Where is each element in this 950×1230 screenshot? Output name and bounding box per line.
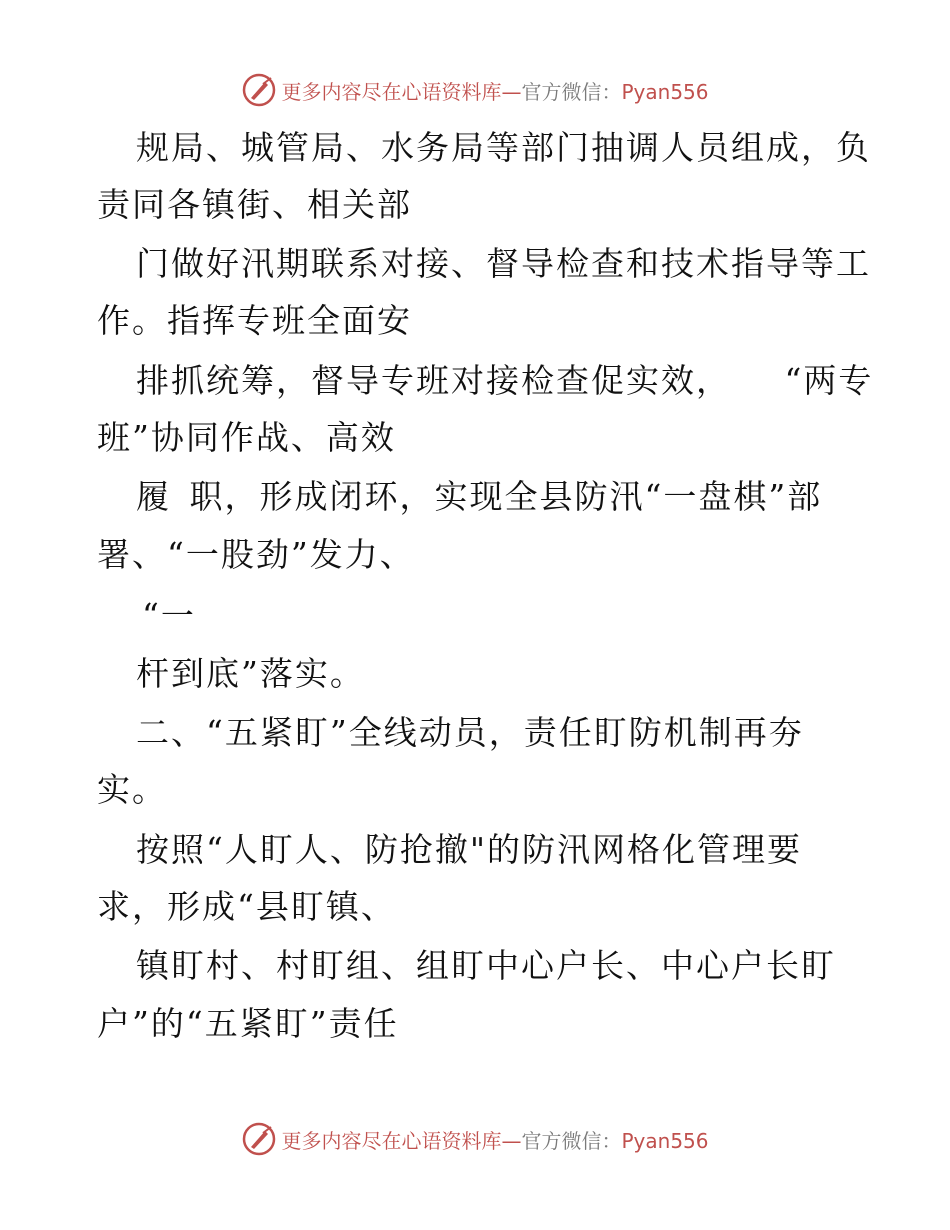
text-line-10: 杆到底”落实。 xyxy=(136,654,365,693)
text-line-4: 作。指挥专班全面安 xyxy=(97,301,412,340)
quill-pen-logo-icon xyxy=(241,72,277,108)
text-line-5: 排抓统筹，督导专班对接检查促实效， “两专 xyxy=(136,361,874,400)
footer-watermark xyxy=(0,1119,950,1159)
text-line-2: 责同各镇街、相关部 xyxy=(97,185,412,224)
watermark-text xyxy=(281,76,708,105)
watermark-account: Pyan556 xyxy=(621,79,709,104)
text-line-1: 规局、城管局、水务局等部门抽调人员组成，负 xyxy=(136,128,871,167)
text-line-14: 求，形成“县盯镇、 xyxy=(97,887,396,926)
quill-pen-logo-icon xyxy=(241,1121,277,1157)
text-line-13: 按照“人盯人、防抢撤"的防汛网格化管理要 xyxy=(136,830,803,869)
text-line-8: 署、“一股劲”发力、 xyxy=(97,535,415,574)
watermark-dash: — xyxy=(501,79,522,104)
text-line-3: 门做好汛期联系对接、督导检查和技术指导等工 xyxy=(136,244,871,283)
watermark-dash: — xyxy=(501,1128,522,1153)
watermark-official: 官方微信： xyxy=(521,79,622,104)
watermark-text xyxy=(281,1125,708,1154)
text-line-16: 户”的“五紧盯”责任 xyxy=(97,1004,399,1043)
text-line-6: 班”协同作战、高效 xyxy=(97,418,396,457)
text-line-7: 履 职，形成闭环，实现全县防汛“一盘棋”部 xyxy=(136,477,823,516)
text-line-12: 实。 xyxy=(97,770,167,809)
watermark-official: 官方微信： xyxy=(521,1128,622,1153)
watermark-brand: 更多内容尽在心语资料库 xyxy=(281,1128,502,1153)
watermark-brand: 更多内容尽在心语资料库 xyxy=(281,79,502,104)
watermark-account: Pyan556 xyxy=(621,1128,709,1153)
text-line-9: “一 xyxy=(142,596,196,635)
text-line-15: 镇盯村、村盯组、组盯中心户长、中心户长盯 xyxy=(136,946,836,985)
text-line-11: 二、“五紧盯”全线动员，责任盯防机制再夯 xyxy=(136,713,804,752)
header-watermark xyxy=(0,70,950,110)
